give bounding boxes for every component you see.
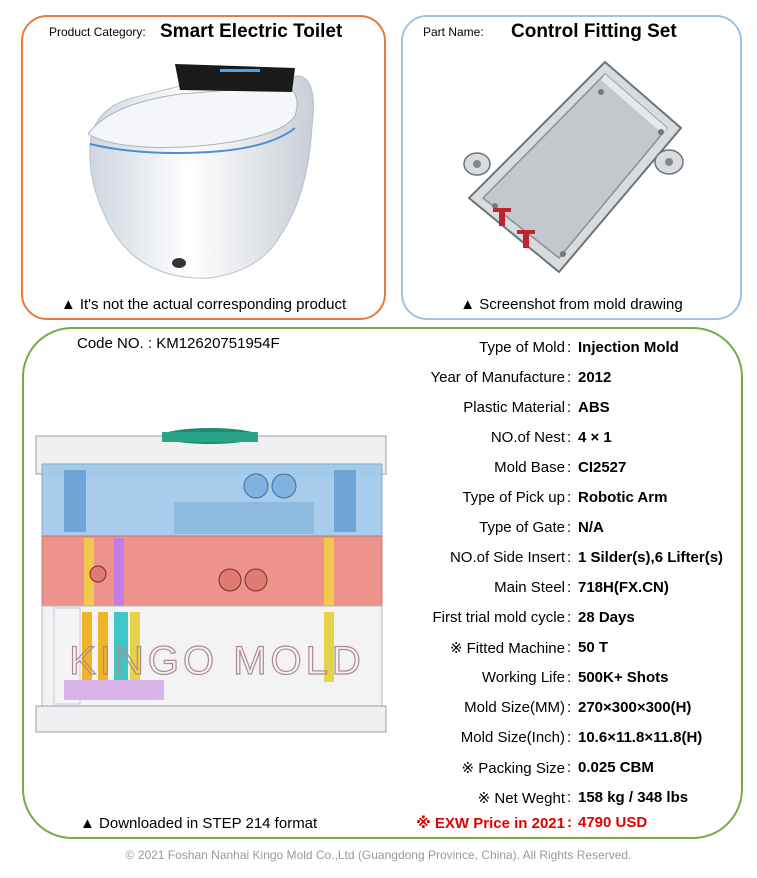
spec-colon: : (567, 399, 572, 416)
code-value: KM12620751954F (156, 335, 280, 352)
spec-colon: : (567, 459, 572, 476)
part-drawing-image (455, 58, 690, 278)
spec-label: NO.of Nest (490, 429, 565, 446)
spec-row (0, 755, 757, 783)
spec-value: 1 Silder(s),6 Lifter(s) (578, 549, 724, 566)
spec-value: 10.6×11.8×11.8(H) (578, 729, 703, 746)
spec-colon: : (567, 789, 572, 806)
spec-label: Type of Mold (479, 339, 565, 356)
spec-colon: : (567, 369, 572, 386)
spec-label: ※ Packing Size (461, 760, 565, 777)
spec-label: Main Steel (494, 579, 565, 596)
spec-colon: : (567, 339, 572, 356)
spec-colon: : (567, 519, 572, 536)
spec-colon: : (567, 609, 572, 626)
spec-row (0, 605, 757, 633)
spec-value: Robotic Arm (578, 489, 668, 506)
spec-row (0, 485, 757, 513)
spec-row (0, 365, 757, 393)
spec-label: Mold Base (494, 459, 565, 476)
spec-row (0, 455, 757, 483)
spec-value: ABS (578, 399, 610, 416)
spec-colon: : (567, 729, 572, 746)
spec-colon: : (567, 429, 572, 446)
spec-value: N/A (578, 519, 604, 536)
spec-value: 158 kg / 348 lbs (578, 789, 689, 806)
spec-colon: : (567, 639, 572, 656)
mold-image-caption: ▲ Downloaded in STEP 214 format (80, 815, 318, 832)
spec-label: Type of Gate (479, 519, 565, 536)
spec-label: Mold Size(Inch) (460, 729, 565, 746)
spec-value: Injection Mold (578, 339, 679, 356)
spec-colon: : (567, 549, 572, 566)
spec-label: First trial mold cycle (432, 609, 565, 626)
spec-value: 500K+ Shots (578, 669, 669, 686)
watermark-text: KINGO MOLD (69, 639, 365, 683)
spec-colon: : (567, 669, 572, 686)
spec-value: 718H(FX.CN) (578, 579, 669, 596)
part-caption: ▲ Screenshot from mold drawing (460, 296, 683, 313)
spec-value: CI2527 (578, 459, 627, 476)
spec-row (0, 515, 757, 543)
price-colon: : (567, 814, 572, 831)
spec-row (0, 785, 757, 813)
spec-row (0, 695, 757, 723)
code-label: Code NO. : (77, 335, 153, 352)
spec-value: 270×300×300(H) (578, 699, 692, 716)
spec-value: 0.025 CBM (578, 759, 654, 776)
price-label: ※ EXW Price in 2021 (416, 815, 565, 832)
spec-label: Plastic Material (463, 399, 565, 416)
part-name-label: Part Name: (423, 25, 484, 39)
spec-row (0, 335, 757, 363)
part-name-value: Control Fitting Set (511, 21, 677, 42)
product-caption: ▲ It's not the actual corresponding product (60, 296, 347, 313)
spec-row (0, 545, 757, 573)
spec-label: NO.of Side Insert (449, 549, 565, 566)
spec-colon: : (567, 579, 572, 596)
spec-row (0, 665, 757, 693)
spec-colon: : (567, 759, 572, 776)
product-category-label: Product Category: (49, 25, 146, 39)
spec-value: 50 T (578, 639, 609, 656)
price-row (0, 810, 757, 838)
spec-row (0, 575, 757, 603)
price-value: 4790 USD (578, 814, 648, 831)
spec-colon: : (567, 699, 572, 716)
product-category-value: Smart Electric Toilet (160, 21, 343, 42)
copyright-footer: © 2021 Foshan Nanhai Kingo Mold Co.,Ltd (Guangdong Province, China). All Rights Reserved. (125, 848, 632, 862)
spec-row (0, 635, 757, 663)
spec-colon: : (567, 489, 572, 506)
spec-label: ※ Fitted Machine (449, 640, 565, 657)
spec-label: Working Life (481, 669, 565, 686)
spec-value: 4 × 1 (578, 429, 612, 446)
spec-value: 2012 (578, 369, 612, 386)
spec-value: 28 Days (578, 609, 635, 626)
spec-label: Year of Manufacture (430, 369, 565, 386)
spec-label: Type of Pick up (462, 489, 565, 506)
spec-row (0, 395, 757, 423)
spec-label: Mold Size(MM) (464, 699, 565, 716)
toilet-image (80, 56, 320, 286)
spec-row (0, 425, 757, 453)
spec-row (0, 725, 757, 753)
spec-label: ※ Net Weght (477, 790, 565, 807)
